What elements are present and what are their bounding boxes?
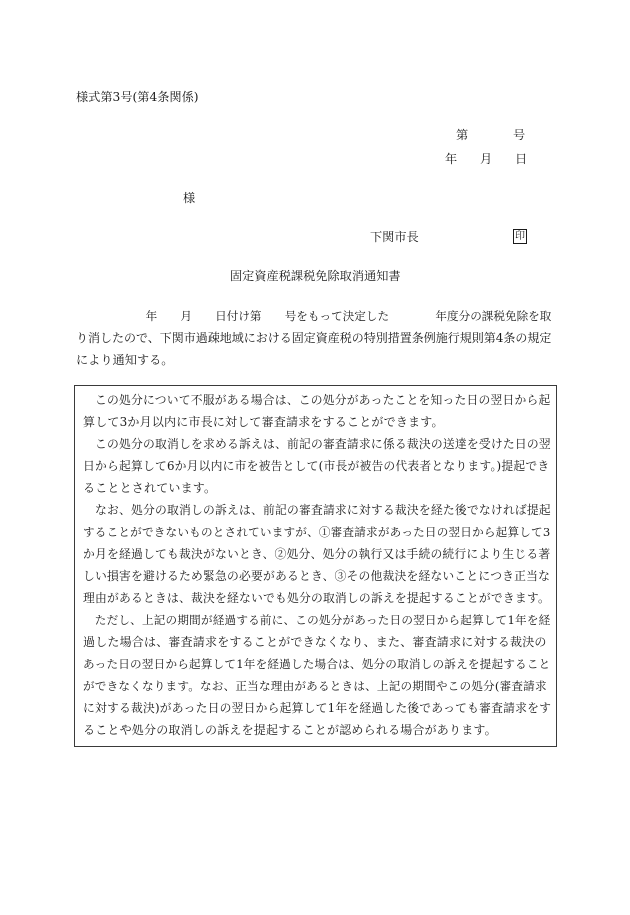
notice-line: 算して3か月以内に市長に対して審査請求をすることができます。 [83, 415, 444, 429]
body-line: り消したので、下関市過疎地域における固定資産税の特別措置条例施行規則第4条の規定 [76, 331, 552, 345]
notice-line: あった日の翌日から起算して1年を経過した場合は、処分の取消しの訴えを提起すること [83, 657, 551, 671]
notice-line: ができなくなります。なお、正当な理由があるときは、上記の期間やこの処分(審査請求 [83, 679, 547, 693]
appeal-notice-box [74, 385, 557, 747]
notice-line: ることや処分の取消しの訴えを提起することが認められる場合があります。 [83, 723, 497, 737]
addressee-suffix: 様 [183, 191, 196, 205]
notice-line: ただし、上記の期間が経過する前に、この処分があった日の翌日から起算して1年を経 [83, 613, 551, 627]
notice-line: 過した場合は、審査請求をすることができなくなり、また、審査請求に対する裁決の [83, 635, 547, 649]
body-line: により通知する。 [76, 353, 174, 367]
notice-line: 理由があるときは、裁決を経ないでも処分の取消しの訴えを提起することができます。 [83, 591, 550, 605]
notice-line: 日から起算して6か月以内に市を被告として(市長が被告の代表者となります。)提起でき [83, 459, 550, 473]
notice-line: しい損害を避けるため緊急の必要があるとき、③その他裁決を経ないことにつき正当な [83, 569, 551, 583]
notice-line: この処分の取消しを求める訴えは、前記の審査請求に係る裁決の送達を受けた日の翌 [83, 437, 551, 451]
notice-line: この処分について不服がある場合は、この処分があったことを知った日の翌日から起 [83, 393, 551, 407]
issuer-name: 下関市長 [370, 230, 419, 244]
notice-line: か月を経過しても裁決がないとき、②処分、処分の執行又は手続の続行により生じる著 [83, 547, 551, 561]
reference-dai: 第 [456, 128, 469, 142]
reference-go: 号 [513, 128, 526, 142]
date-year: 年 [445, 152, 458, 166]
document-title: 固定資産税課税免除取消通知書 [230, 269, 401, 283]
notice-line: ることとされています。 [83, 481, 217, 495]
date-day: 日 [515, 152, 528, 166]
form-number: 様式第3号(第4条関係) [76, 90, 199, 104]
seal-mark: 印 [515, 231, 525, 242]
notice-line: なお、処分の取消しの訴えは、前記の審査請求に対する裁決を経た後でなければ提起 [83, 503, 551, 517]
notice-line: することができないものとされていますが、①審査請求があった日の翌日から起算して3 [83, 525, 551, 539]
notice-line: に対する裁決)があった日の翌日から起算して1年を経過した後であっても審査請求をす [83, 701, 552, 715]
date-month: 月 [480, 152, 493, 166]
body-line: 年 月 日付け第 号をもって決定した 年度分の課税免除を取 [76, 309, 552, 323]
